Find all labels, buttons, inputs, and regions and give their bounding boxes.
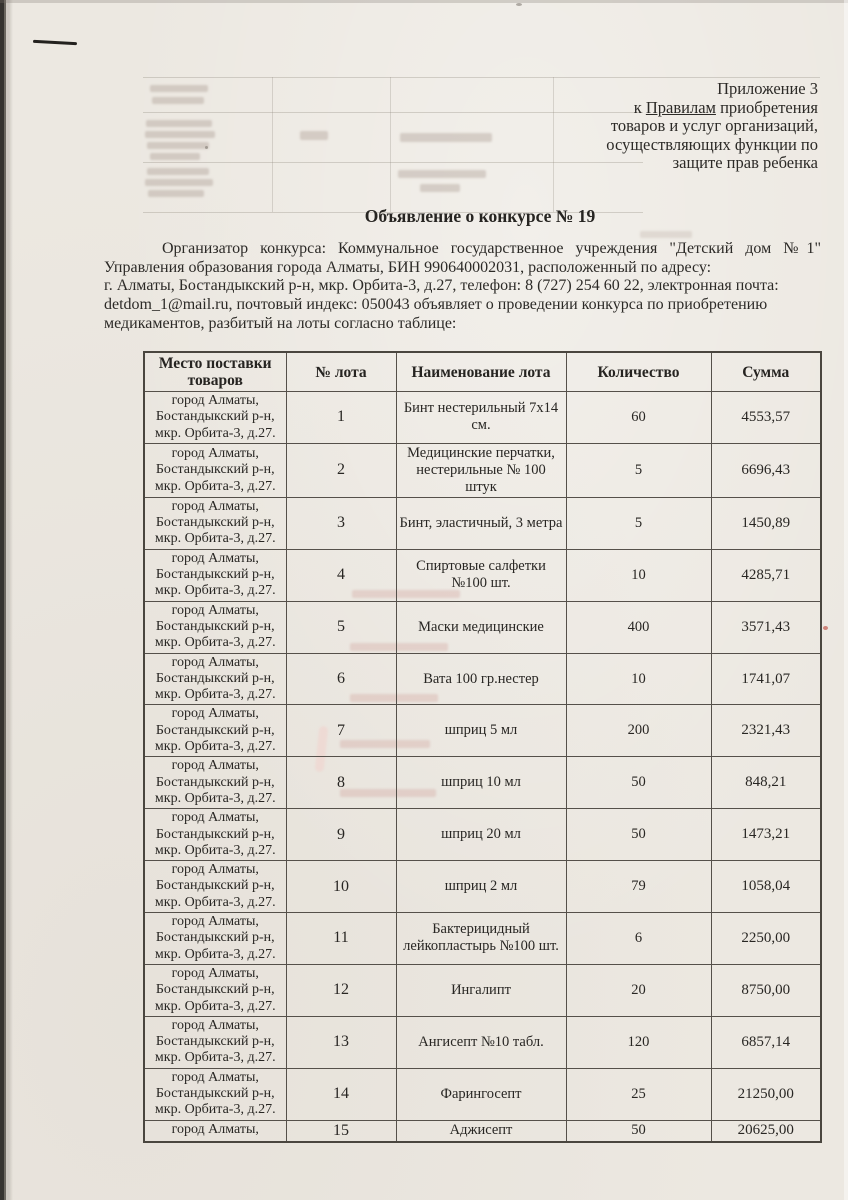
cell-quantity: 50: [566, 757, 711, 809]
annex-line: товаров и услуг организаций,: [610, 116, 818, 136]
cell-place: город Алматы, Бостандыкский р-н, мкр. Орбита-3, д.27.: [144, 861, 286, 913]
page-title: Объявление о конкурсе № 19: [364, 206, 596, 226]
cell-lot-name: Медицинские перчатки, нестерильные № 100 штук: [396, 443, 566, 497]
column-header-sum: Сумма: [711, 352, 821, 392]
cell-sum: 2250,00: [711, 913, 821, 965]
cell-quantity: 60: [566, 392, 711, 444]
cell-lot-name: Фарингосепт: [396, 1068, 566, 1120]
cell-lot-number: 1: [286, 392, 396, 444]
table-row: [144, 497, 821, 549]
table-row: [144, 705, 821, 757]
table-row: [144, 964, 821, 1016]
speck: [516, 3, 522, 6]
scan-edge-left: [0, 0, 13, 1200]
table-row: [144, 1068, 821, 1120]
announcement-line: Управления образования города Алматы, БИН 990640002031, расположенный по адресу:: [104, 258, 712, 276]
cell-sum: 20625,00: [711, 1120, 821, 1142]
cell-place: город Алматы, Бостандыкский р-н, мкр. Орбита-3, д.27.: [144, 392, 286, 444]
cell-lot-name: Бактерицидный лейкопластырь №100 шт.: [396, 913, 566, 965]
cell-quantity: 5: [566, 443, 711, 497]
column-header-qty: Количество: [566, 352, 711, 392]
annex-line: Приложение 3: [717, 79, 818, 98]
cell-lot-name: Спиртовые салфетки №100 шт.: [396, 549, 566, 601]
announcement-line: detdom_1@mail.ru, почтовый индекс: 050043 объявляет о проведении конкурса по приобретению: [104, 296, 768, 314]
cell-place: город Алматы, Бостандыкский р-н, мкр. Орбита-3, д.27.: [144, 964, 286, 1016]
annex-line: к Правилам приобретения: [633, 97, 818, 117]
cell-place: город Алматы, Бостандыкский р-н, мкр. Орбита-3, д.27.: [144, 1016, 286, 1068]
cell-lot-name: Бинт, эластичный, 3 метра: [396, 497, 566, 549]
table-row: [144, 392, 821, 444]
table-row: [144, 443, 821, 497]
cell-quantity: 10: [566, 653, 711, 705]
column-header-place: Место поставки товаров: [144, 352, 286, 392]
cell-quantity: 400: [566, 601, 711, 653]
cell-lot-name: шприц 10 мл: [396, 757, 566, 809]
table-row: [144, 757, 821, 809]
cell-sum: 3571,43: [711, 601, 821, 653]
column-header-name: Наименование лота: [396, 352, 566, 392]
rules-underlined-text: Правилам: [645, 97, 716, 117]
cell-quantity: 50: [566, 809, 711, 861]
cell-sum: 4553,57: [711, 392, 821, 444]
announcement-line: медикаментов, разбитый на лоты согласно таблице:: [104, 314, 457, 332]
cell-lot-number: 5: [286, 601, 396, 653]
cell-lot-number: 6: [286, 653, 396, 705]
cell-lot-number: 14: [286, 1068, 396, 1120]
speck: [205, 146, 208, 149]
table-header-row: [144, 352, 821, 392]
cell-quantity: 10: [566, 549, 711, 601]
announcement-line: Организатор конкурса: Коммунальное государственное учреждения "Детский дом №1": [162, 240, 821, 257]
cell-lot-name: Ингалипт: [396, 964, 566, 1016]
cell-place: город Алматы, Бостандыкский р-н, мкр. Орбита-3, д.27.: [144, 1068, 286, 1120]
cell-quantity: 50: [566, 1120, 711, 1142]
cell-place: город Алматы, Бостандыкский р-н, мкр. Орбита-3, д.27.: [144, 549, 286, 601]
scan-edge-top: [0, 0, 848, 3]
cell-lot-number: 12: [286, 964, 396, 1016]
scan-edge-right: [844, 0, 848, 1200]
table-row: [144, 1016, 821, 1068]
cell-lot-number: 2: [286, 443, 396, 497]
cell-place: город Алматы, Бостандыкский р-н, мкр. Орбита-3, д.27.: [144, 601, 286, 653]
cell-sum: 848,21: [711, 757, 821, 809]
cell-lot-number: 7: [286, 705, 396, 757]
cell-sum: 1741,07: [711, 653, 821, 705]
cell-place: город Алматы, Бостандыкский р-н, мкр. Орбита-3, д.27.: [144, 757, 286, 809]
cell-lot-number: 15: [286, 1120, 396, 1142]
cell-lot-name: шприц 2 мл: [396, 861, 566, 913]
cell-lot-number: 11: [286, 913, 396, 965]
cell-sum: 6696,43: [711, 443, 821, 497]
cell-quantity: 79: [566, 861, 711, 913]
cell-lot-number: 3: [286, 497, 396, 549]
cell-lot-name: шприц 20 мл: [396, 809, 566, 861]
cell-quantity: 120: [566, 1016, 711, 1068]
cell-quantity: 200: [566, 705, 711, 757]
cell-lot-number: 4: [286, 549, 396, 601]
annex-note: [606, 80, 818, 173]
table-row: [144, 653, 821, 705]
cell-sum: 6857,14: [711, 1016, 821, 1068]
cell-lot-name: Вата 100 гр.нестер: [396, 653, 566, 705]
red-speck: [823, 626, 828, 630]
cell-place: город Алматы, Бостандыкский р-н, мкр. Орбита-3, д.27.: [144, 809, 286, 861]
table-row: [144, 601, 821, 653]
cell-place: город Алматы, Бостандыкский р-н, мкр. Орбита-3, д.27.: [144, 705, 286, 757]
handwritten-mark: [33, 40, 77, 45]
cell-place: город Алматы, Бостандыкский р-н, мкр. Орбита-3, д.27.: [144, 653, 286, 705]
cell-place: город Алматы, Бостандыкский р-н, мкр. Орбита-3, д.27.: [144, 497, 286, 549]
cell-lot-name: Аджисепт: [396, 1120, 566, 1142]
table-row: [144, 809, 821, 861]
cell-place: город Алматы, Бостандыкский р-н, мкр. Орбита-3, д.27.: [144, 443, 286, 497]
cell-sum: 4285,71: [711, 549, 821, 601]
table-row: [144, 1120, 821, 1142]
cell-sum: 8750,00: [711, 964, 821, 1016]
table-row: [144, 861, 821, 913]
lots-table: [143, 351, 822, 1143]
cell-sum: 2321,43: [711, 705, 821, 757]
cell-lot-name: Ангисепт №10 табл.: [396, 1016, 566, 1068]
cell-place: город Алматы, Бостандыкский р-н, мкр. Орбита-3, д.27.: [144, 913, 286, 965]
cell-quantity: 20: [566, 964, 711, 1016]
cell-quantity: 25: [566, 1068, 711, 1120]
column-header-lot: № лота: [286, 352, 396, 392]
cell-lot-name: шприц 5 мл: [396, 705, 566, 757]
lots-table-body: [144, 392, 821, 1142]
cell-sum: 1473,21: [711, 809, 821, 861]
table-row: [144, 913, 821, 965]
cell-lot-number: 8: [286, 757, 396, 809]
cell-sum: 1058,04: [711, 861, 821, 913]
announcement-paragraph: [104, 240, 821, 334]
cell-lot-number: 10: [286, 861, 396, 913]
annex-line: осуществляющих функции по: [606, 134, 818, 154]
cell-place: город Алматы,: [144, 1120, 286, 1142]
cell-lot-number: 13: [286, 1016, 396, 1068]
cell-lot-name: Маски медицинские: [396, 601, 566, 653]
cell-lot-number: 9: [286, 809, 396, 861]
cell-sum: 1450,89: [711, 497, 821, 549]
cell-quantity: 6: [566, 913, 711, 965]
cell-lot-name: Бинт нестерильный 7х14 см.: [396, 392, 566, 444]
cell-quantity: 5: [566, 497, 711, 549]
table-row: [144, 549, 821, 601]
cell-sum: 21250,00: [711, 1068, 821, 1120]
annex-line: защите прав ребенка: [672, 153, 818, 173]
announcement-line: г. Алматы, Бостандыкский р-н, мкр. Орбита-3, д.27, телефон: 8 (727) 254 60 22, электронная почта:: [104, 277, 779, 295]
